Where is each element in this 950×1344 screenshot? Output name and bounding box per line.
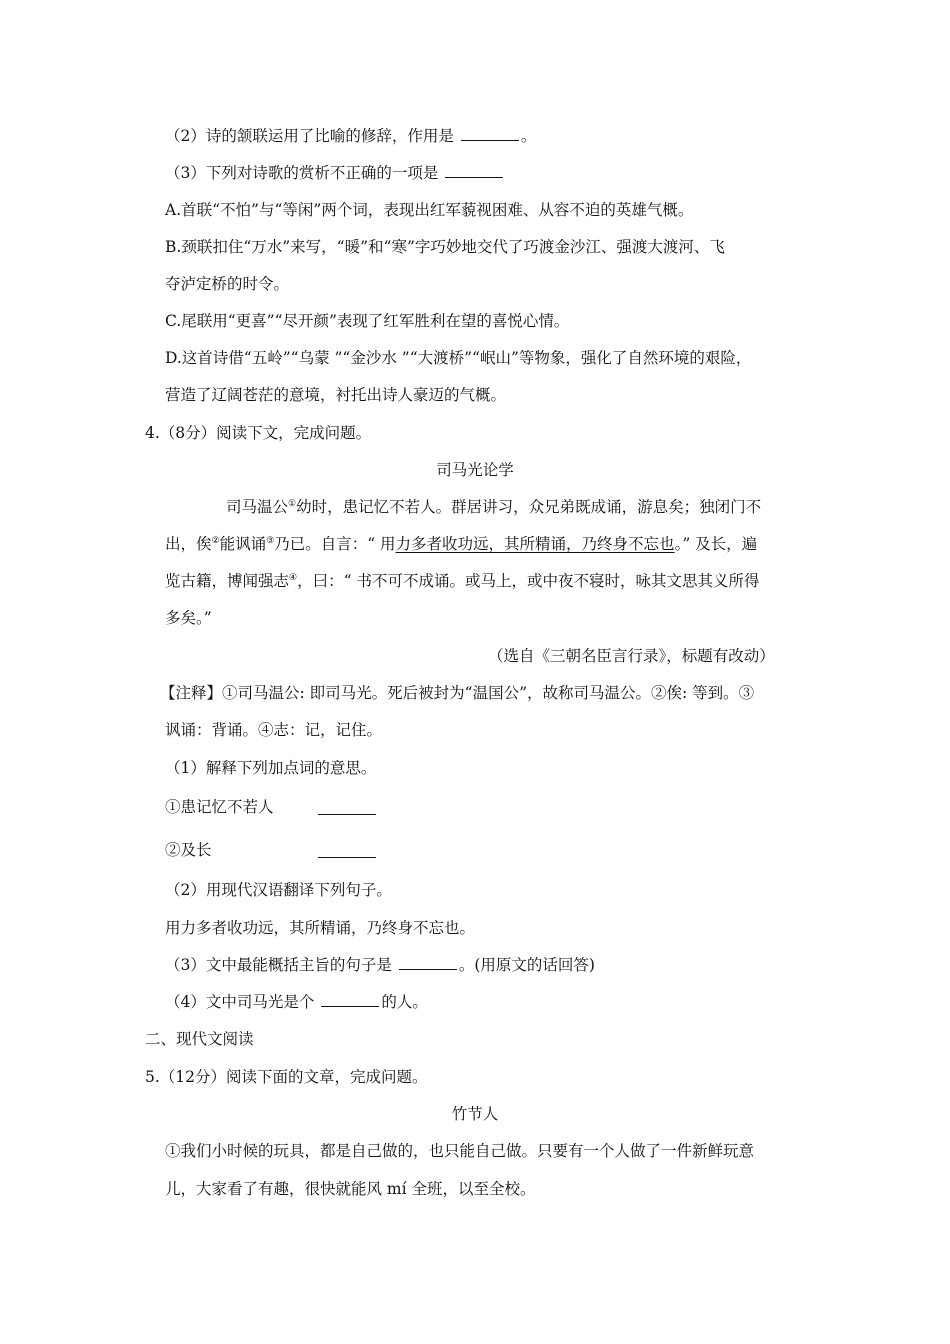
passage-title: 司马光论学 <box>436 461 514 479</box>
passage-line-2: 出，俟②能讽诵③乃已。自言：“ 用力多者收功远，其所精诵，乃终身不忘也。” 及长，遍 <box>165 535 758 553</box>
option-b-line2: 夺泸定桥的时令。 <box>165 275 290 293</box>
annotation-line-1: 【注释】①司马温公: 即司马光。死后被封为“温国公”，故称司马温公。②俟: 等到。③ <box>160 684 755 702</box>
option-a: A.首联“不怕”与“等闲”两个词，表现出红军藐视困难、从容不迫的英雄气概。 <box>165 201 694 219</box>
q4-word1: ①患记忆不若人 <box>165 798 274 816</box>
q4-sub3: （3）文中最能概括主旨的句子是 。(用原文的话回答) <box>165 956 595 974</box>
option-b-line1: B.颈联扣住“万水”来写，“暖”和“寒”字巧妙地交代了巧渡金沙江、强渡大渡河、飞 <box>165 238 725 256</box>
passage-line-1: 司马温公①幼时，患记忆不若人。群居讲习，众兄弟既成诵，游息矣；独闭门不 <box>226 498 762 516</box>
answer-blank[interactable] <box>445 163 503 178</box>
article-line-1: ①我们小时候的玩具，都是自己做的，也只能自己做。只要有一个人做了一件新鲜玩意 <box>165 1142 755 1160</box>
q4-sentence: 用力多者收功远，其所精诵，乃终身不忘也。 <box>165 919 476 937</box>
q4-sub4: （4）文中司马光是个 的人。 <box>165 993 428 1011</box>
option-c: C.尾联用“更喜”“尽开颜”表现了红军胜利在望的喜悦心情。 <box>165 312 570 330</box>
q4-word2: ②及长 <box>165 841 212 859</box>
passage-source: （选自《三朝名臣言行录》，标题有改动） <box>488 647 775 665</box>
passage-line-3: 览古籍，博闻强志④，曰：“ 书不可不成诵。或马上，或中夜不寝时，咏其文思其义所得 <box>165 572 760 590</box>
section-heading: 二、现代文阅读 <box>145 1030 254 1048</box>
q5-header: 5.（12分）阅读下面的文章，完成问题。 <box>145 1068 428 1086</box>
q4-header: 4.（8分）阅读下文，完成问题。 <box>145 424 372 442</box>
q4-sub1: （1）解释下列加点词的意思。 <box>165 759 377 777</box>
article-title: 竹节人 <box>451 1105 499 1123</box>
answer-blank[interactable] <box>399 955 457 970</box>
option-d-line1: D.这首诗借“五岭”“乌蒙 ”“金沙水 ”“大渡桥”“岷山”等物象，强化了自然环境的艰险， <box>165 349 752 367</box>
article-line-2: 儿，大家看了有趣，很快就能风 mí 全班，以至全校。 <box>165 1180 536 1198</box>
underlined-sentence: 力多者收功远，其所精诵，乃终身不忘也 <box>395 535 675 553</box>
option-d-line2: 营造了辽阔苍茫的意境，衬托出诗人豪迈的气概。 <box>165 386 507 404</box>
q4-sub2: （2）用现代汉语翻译下列句子。 <box>165 881 392 899</box>
answer-blank-word2[interactable] <box>318 843 376 858</box>
passage-line-4: 多矣。” <box>165 609 212 627</box>
annotation-line-2: 讽诵：背诵。④志：记，记住。 <box>165 721 383 739</box>
answer-blank[interactable] <box>461 126 519 141</box>
answer-blank[interactable] <box>321 992 379 1007</box>
q3-sub3: （3）下列对诗歌的赏析不正确的一项是 <box>165 163 505 183</box>
q3-sub2: （2）诗的颔联运用了比喻的修辞，作用是 。 <box>165 127 537 145</box>
answer-blank-word1[interactable] <box>318 800 376 815</box>
